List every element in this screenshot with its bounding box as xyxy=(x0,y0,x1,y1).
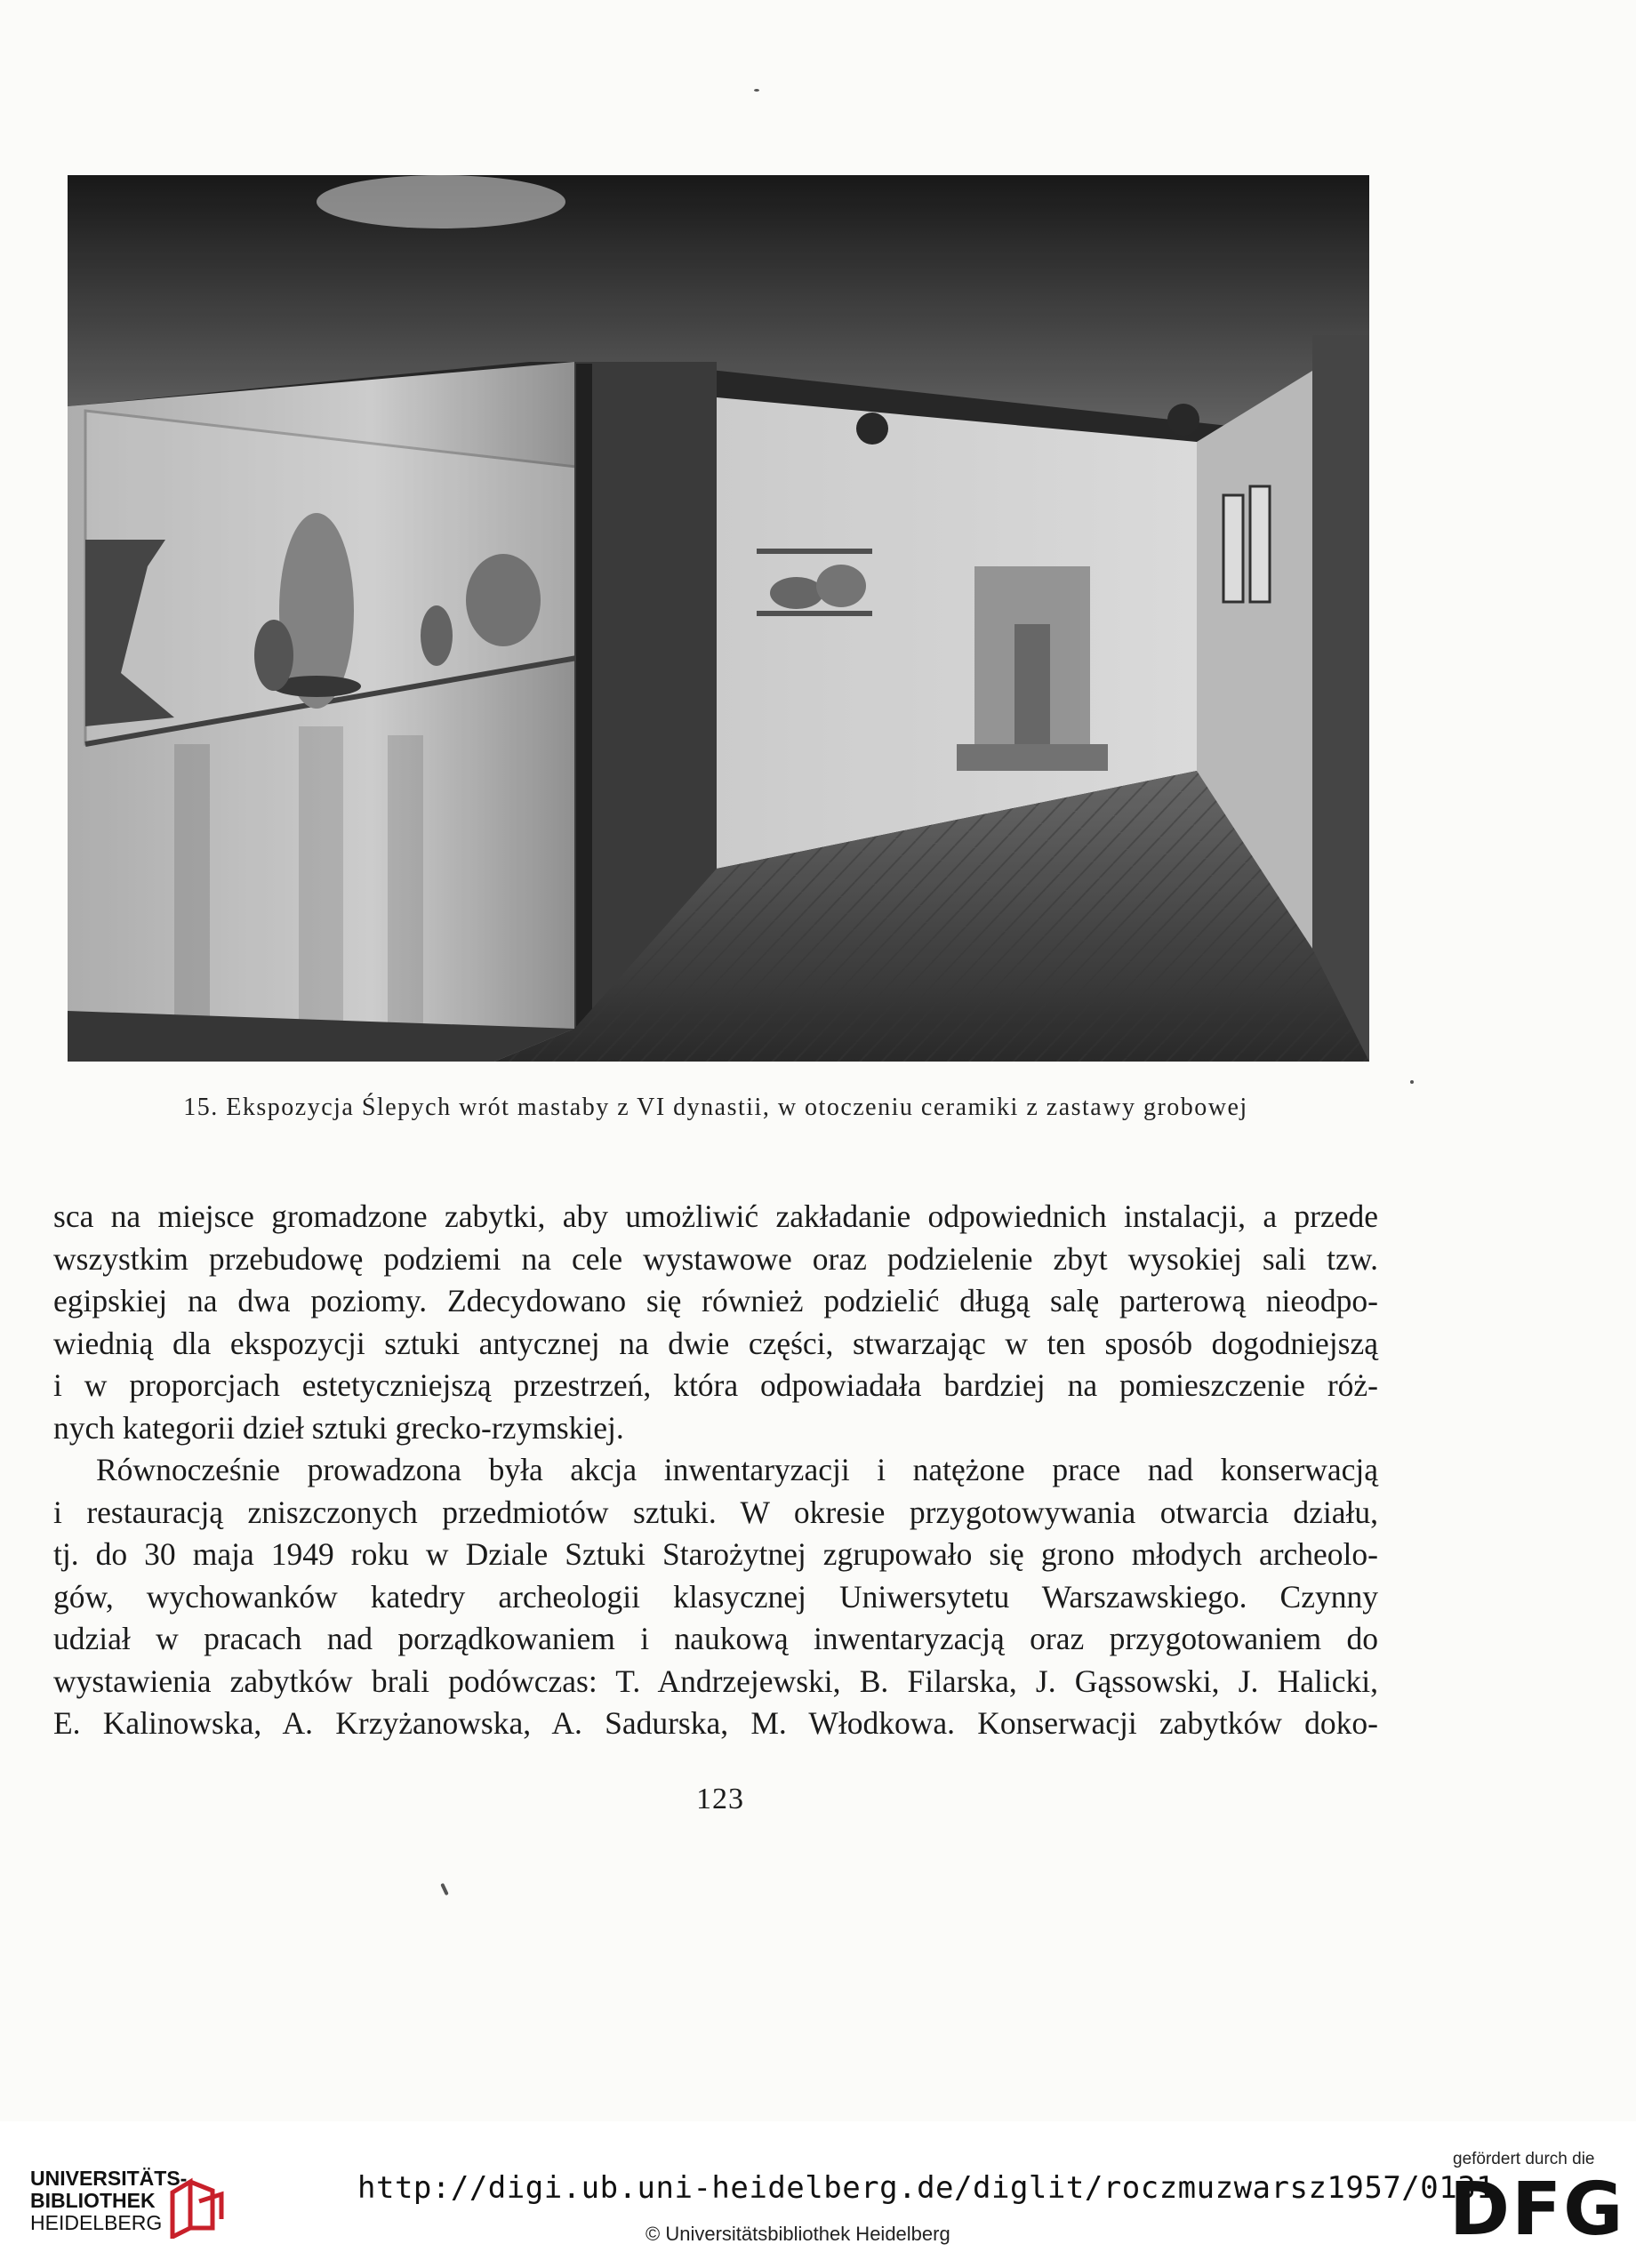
library-emblem-icon xyxy=(164,2175,226,2239)
text-line: nych kategorii dzieł sztuki grecko-rzymskiej. xyxy=(53,1409,624,1446)
text-line: sca na miejsce gromadzone zabytki, aby umożliwić zakładanie odpowiednich instalacji, a przede xyxy=(53,1198,1378,1234)
text-line: gów, wychowanków katedry archeologii klasycznej Uniwersytetu Warszawskiego. Czynny xyxy=(53,1578,1378,1615)
paper-speck xyxy=(440,1883,449,1895)
text-line: i w proporcjach estetyczniejszą przestrzeń, która odpowiadała bardziej na pomieszczenie róż- xyxy=(53,1367,1378,1403)
library-name-line: UNIVERSITÄTS- xyxy=(30,2167,188,2190)
dfg-logo[interactable]: DFG xyxy=(1449,2168,1625,2252)
text-line: tj. do 30 maja 1949 roku w Dziale Sztuki Starożytnej zgrupowało się grono młodych archeolo- xyxy=(53,1536,1378,1572)
exhibition-photograph xyxy=(68,175,1369,1062)
text-line: wiednią dla ekspozycji sztuki antycznej na dwie części, stwarzając w ten sposób dogodniejszą xyxy=(53,1325,1378,1361)
paper-speck xyxy=(1410,1080,1414,1084)
text-line: wystawienia zabytków brali podówczas: T. Andrzejewski, B. Filarska, J. Gąssowski, J. Halicki, xyxy=(53,1663,1378,1699)
funded-by-label: gefördert durch die xyxy=(1453,2150,1595,2168)
photo-illustration xyxy=(68,175,1369,1062)
library-logo[interactable] xyxy=(30,2168,235,2239)
text-line: E. Kalinowska, A. Krzyżanowska, A. Sadurska, M. Włodkowa. Konserwacji zabytków doko- xyxy=(53,1705,1378,1741)
text-line: Równocześnie prowadzona była akcja inwentaryzacji i natężone prace nad konserwacją xyxy=(96,1452,1378,1487)
footer-bar xyxy=(0,2121,1636,2268)
body-text xyxy=(53,1196,1378,1745)
library-name-line: HEIDELBERG xyxy=(30,2211,163,2234)
library-name-line: BIBLIOTHEK xyxy=(30,2189,156,2212)
text-line: i restauracją zniszczonych przedmiotów sztuki. W okresie przygotowywania otwarcia działu, xyxy=(53,1494,1378,1530)
permalink-url[interactable]: http://digi.ub.uni-heidelberg.de/diglit/roczmuzwarsz1957/0131 xyxy=(357,2170,1496,2206)
text-line: udział w pracach nad porządkowaniem i naukową inwentaryzacją oraz przygotowaniem do xyxy=(53,1621,1378,1656)
text-line: egipskiej na dwa poziomy. Zdecydowano się również podzielić długą salę parterową nieodpo- xyxy=(53,1283,1378,1318)
copyright-notice: © Universitätsbibliothek Heidelberg xyxy=(646,2223,950,2245)
paper-speck xyxy=(754,89,759,92)
figure-caption: 15. Ekspozycja Ślepych wrót mastaby z VI dynastii, w otoczeniu ceramiki z zastawy grobowej xyxy=(183,1094,1248,1121)
text-line: wszystkim przebudowę podziemi na cele wystawowe oraz podzielenie zbyt wysokiej sali tzw. xyxy=(53,1240,1378,1277)
page-number: 123 xyxy=(696,1783,744,1815)
